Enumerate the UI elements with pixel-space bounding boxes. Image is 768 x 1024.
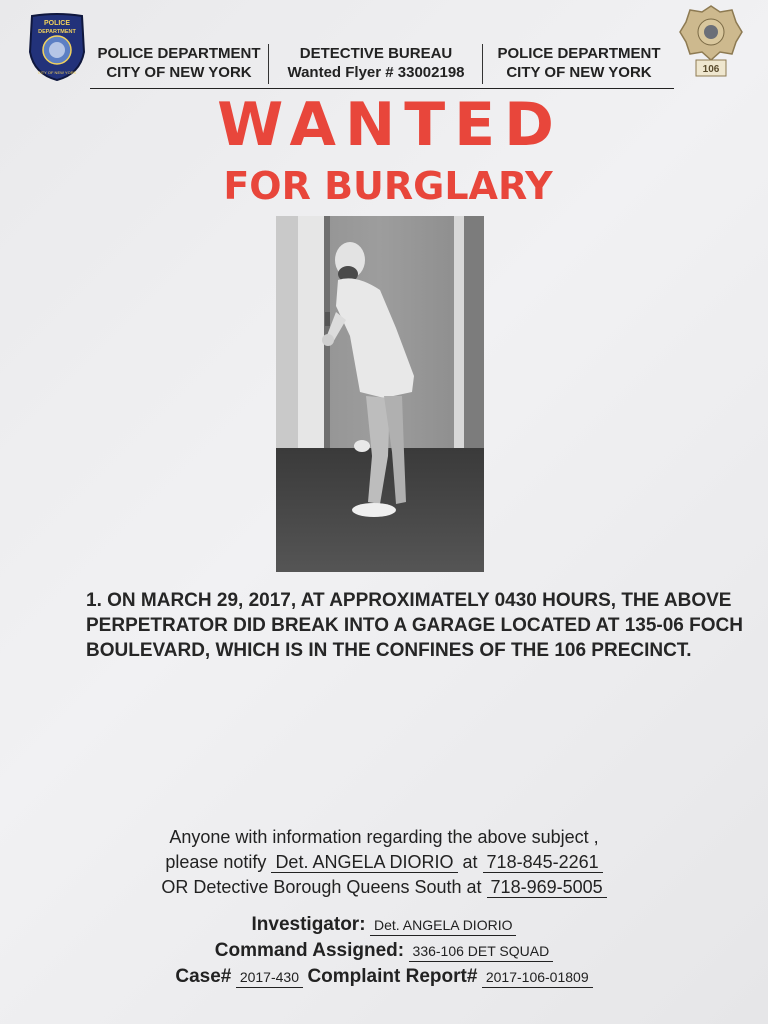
contact-detective-name: Det. ANGELA DIORIO bbox=[271, 852, 457, 873]
contact-phone-2: 718-969-5005 bbox=[487, 877, 607, 898]
nypd-patch-logo bbox=[28, 12, 86, 82]
complaint-label: Complaint Report# bbox=[307, 966, 478, 987]
contact-phone-1: 718-845-2261 bbox=[483, 852, 603, 873]
suspect-surveillance-photo bbox=[276, 216, 484, 572]
notify-text: please notify bbox=[165, 852, 267, 872]
header-left-line1: POLICE DEPARTMENT bbox=[97, 45, 261, 62]
precinct-badge-logo bbox=[678, 4, 744, 80]
header-right-line2: CITY OF NEW YORK bbox=[506, 64, 652, 81]
header-center bbox=[270, 44, 483, 84]
crime-subtitle: FOR BURGLARY bbox=[223, 164, 553, 208]
header-right-line1: POLICE DEPARTMENT bbox=[497, 45, 661, 62]
header-center-line1: DETECTIVE BUREAU bbox=[299, 45, 453, 62]
contact-line-3 bbox=[0, 875, 768, 900]
case-label: Case# bbox=[175, 966, 232, 987]
header-left bbox=[90, 44, 269, 84]
command-label: Command Assigned: bbox=[214, 940, 405, 961]
patch-text-police: POLICE bbox=[43, 20, 71, 27]
header-right bbox=[484, 44, 674, 84]
header-left-line2: CITY OF NEW YORK bbox=[106, 64, 252, 81]
investigator-label: Investigator: bbox=[251, 914, 366, 935]
command-row bbox=[0, 940, 768, 962]
contact-line-2 bbox=[0, 850, 768, 875]
patch-text-city: CITY OF NEW YORK bbox=[37, 70, 77, 75]
wanted-title: WANTED bbox=[217, 90, 563, 160]
at-text: at bbox=[462, 852, 478, 872]
investigator-value: Det. ANGELA DIORIO bbox=[370, 915, 517, 936]
contact-line-1: Anyone with information regarding the above subject , bbox=[169, 827, 599, 847]
command-value: 336-106 DET SQUAD bbox=[409, 941, 554, 962]
case-row bbox=[0, 966, 768, 988]
borough-text: OR Detective Borough Queens South at bbox=[161, 877, 482, 897]
patch-text-department: DEPARTMENT bbox=[38, 29, 76, 35]
case-value: 2017-430 bbox=[236, 967, 303, 988]
header-center-line2: Wanted Flyer # 33002198 bbox=[287, 64, 465, 81]
badge-number: 106 bbox=[702, 64, 720, 75]
incident-description: 1. ON MARCH 29, 2017, AT APPROXIMATELY 0430 HOURS, THE ABOVE PERPETRATOR DID BREAK INTO A GARAGE LOCATED AT 135-06 FOCH BOULEVARD, WHICH IS IN THE CONFINES OF THE 106 PRECINCT. bbox=[86, 590, 743, 661]
investigator-row bbox=[0, 914, 768, 936]
flyer-header bbox=[90, 44, 674, 89]
complaint-value: 2017-106-01809 bbox=[482, 967, 593, 988]
